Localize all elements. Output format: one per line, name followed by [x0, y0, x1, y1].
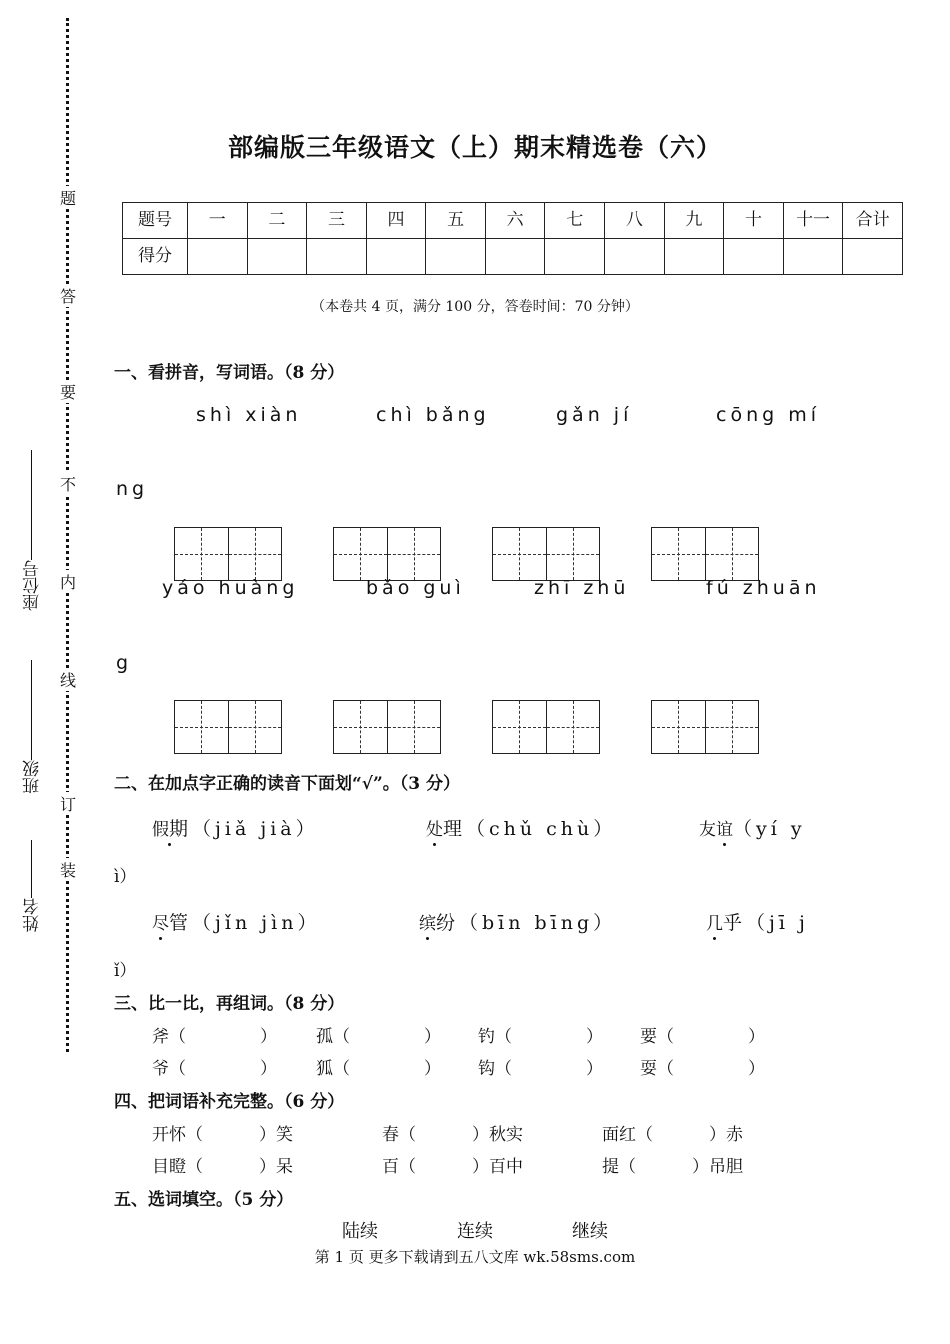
binding-warning-char: 装	[60, 858, 76, 881]
binding-warning-char: 不	[60, 472, 76, 495]
score-label: 得分	[123, 239, 188, 275]
pinyin-item: fú zhuān	[706, 577, 821, 599]
table-header-cell: 九	[664, 203, 724, 239]
idiom-part: ）秋实	[472, 1125, 523, 1145]
idiom-item[interactable]	[152, 1120, 293, 1145]
score-cell[interactable]	[545, 239, 605, 275]
word-choice: 连续	[457, 1221, 493, 1242]
dotted-char: 几	[706, 914, 723, 934]
compare-char: 耍（	[640, 1059, 674, 1079]
binding-warning-char: 要	[60, 380, 76, 403]
page-title: 部编版三年级语文（上）期末精选卷（六）	[227, 133, 722, 162]
paren-close: ）	[260, 1027, 277, 1047]
binding-warning-char: 题	[60, 186, 76, 209]
question-number-row	[123, 203, 903, 239]
paren-close: ）	[424, 1027, 441, 1047]
section-1-title: 一、看拼音，写词语。（8 分）	[114, 363, 345, 383]
idiom-part: 百（	[382, 1157, 416, 1177]
compare-char: 孤（	[316, 1027, 350, 1047]
idiom-part: 开怀（	[152, 1125, 203, 1145]
dotted-char: 谊	[716, 820, 733, 840]
compare-char: 要（	[640, 1027, 674, 1047]
table-header-cell: 三	[307, 203, 367, 239]
plain-char: 假	[152, 820, 169, 840]
pinyin-item: gǎn jí	[556, 404, 633, 426]
score-row	[123, 239, 903, 275]
plain-char: 友	[699, 820, 716, 840]
idiom-part: ）笑	[259, 1125, 293, 1145]
idiom-part: ）百中	[472, 1157, 523, 1177]
compare-char: 钩（	[478, 1059, 512, 1079]
seat-field[interactable]	[20, 450, 45, 611]
writing-grid[interactable]	[333, 527, 441, 581]
score-cell[interactable]	[426, 239, 486, 275]
word-choice: 陆续	[342, 1221, 378, 1242]
pronunciation-options: 乎（jī j	[723, 912, 809, 934]
score-cell[interactable]	[366, 239, 426, 275]
idiom-item[interactable]	[152, 1152, 293, 1177]
pronunciation-item[interactable]	[419, 908, 616, 935]
idiom-part: 提（	[602, 1157, 636, 1177]
idiom-part: ）赤	[709, 1125, 743, 1145]
pronunciation-wrap: ì）	[114, 867, 137, 887]
idiom-part: 目瞪（	[152, 1157, 203, 1177]
writing-grid[interactable]	[651, 527, 759, 581]
paren-close: ）	[586, 1027, 603, 1047]
pronunciation-wrap: ǐ）	[114, 961, 137, 981]
compare-item[interactable]	[640, 1054, 765, 1079]
table-header-cell: 十	[724, 203, 784, 239]
table-header-cell: 题号	[123, 203, 188, 239]
paren-close: ）	[260, 1059, 277, 1079]
writing-grid[interactable]	[492, 527, 600, 581]
compare-item[interactable]	[478, 1054, 603, 1079]
paren-close: ）	[586, 1059, 603, 1079]
writing-grid[interactable]	[174, 527, 282, 581]
section-3-title: 三、比一比，再组词。（8 分）	[114, 994, 345, 1014]
compare-char: 斧（	[152, 1027, 186, 1047]
idiom-item[interactable]	[602, 1152, 743, 1177]
compare-char: 钓（	[478, 1027, 512, 1047]
pinyin-wrap: ng	[116, 478, 149, 500]
writing-grid[interactable]	[492, 700, 600, 754]
table-header-cell: 五	[426, 203, 486, 239]
idiom-item[interactable]	[602, 1120, 743, 1145]
seat-label: 座位号	[23, 560, 43, 611]
pinyin-wrap: g	[116, 652, 133, 674]
binding-warning-char: 答	[60, 284, 76, 307]
score-cell[interactable]	[605, 239, 665, 275]
binding-warning-char: 线	[60, 668, 76, 691]
name-field[interactable]	[20, 840, 45, 932]
table-header-cell: 十一	[783, 203, 843, 239]
pinyin-item: zhī zhū	[534, 577, 630, 599]
page-footer: 第 1 页 更多下载请到五八文库 wk.58sms.com	[314, 1248, 636, 1266]
paren-close: ）	[748, 1027, 765, 1047]
table-header-cell: 七	[545, 203, 605, 239]
idiom-item[interactable]	[382, 1152, 523, 1177]
pronunciation-item[interactable]	[152, 814, 319, 841]
binding-warning-char: 订	[60, 792, 76, 815]
compare-char: 爷（	[152, 1059, 186, 1079]
score-cell[interactable]	[724, 239, 784, 275]
table-header-cell: 八	[605, 203, 665, 239]
exam-note: （本卷共 4 页，满分 100 分，答卷时间：70 分钟）	[311, 299, 639, 315]
writing-grid[interactable]	[333, 700, 441, 754]
pinyin-item: cōng mí	[716, 404, 820, 426]
table-header-cell: 合计	[843, 203, 903, 239]
compare-item[interactable]	[478, 1022, 603, 1047]
idiom-part: 面红（	[602, 1125, 653, 1145]
paren-close: ）	[424, 1059, 441, 1079]
idiom-part: ）呆	[259, 1157, 293, 1177]
name-label: 姓名	[23, 898, 43, 932]
paren-close: ）	[748, 1059, 765, 1079]
writing-grid[interactable]	[174, 700, 282, 754]
compare-item[interactable]	[640, 1022, 765, 1047]
binding-warning-char: 内	[60, 570, 76, 593]
section-5-title: 五、选词填空。（5 分）	[114, 1190, 294, 1210]
table-header-cell: 四	[366, 203, 426, 239]
pronunciation-options: 纷（bīn bīng）	[436, 912, 617, 934]
section-2-title: 二、在加点字正确的读音下面划“√”。（3 分）	[114, 774, 460, 794]
table-header-cell: 二	[247, 203, 307, 239]
compare-item[interactable]	[152, 1054, 277, 1079]
pronunciation-options: 期（jiǎ jià）	[169, 818, 319, 840]
word-choice: 继续	[572, 1221, 608, 1242]
table-header-cell: 六	[485, 203, 545, 239]
score-cell[interactable]	[188, 239, 248, 275]
idiom-part: ）吊胆	[692, 1157, 743, 1177]
pinyin-item: bǎo guì	[366, 577, 465, 599]
writing-grid[interactable]	[651, 700, 759, 754]
class-field[interactable]	[20, 660, 45, 794]
pinyin-item: shì xiàn	[196, 404, 302, 426]
pronunciation-item[interactable]	[426, 814, 616, 841]
score-cell[interactable]	[783, 239, 843, 275]
pronunciation-item[interactable]	[152, 908, 320, 935]
class-label: 班级	[23, 760, 43, 794]
score-cell[interactable]	[247, 239, 307, 275]
pronunciation-item[interactable]	[699, 814, 806, 841]
compare-char: 狐（	[316, 1059, 350, 1079]
idiom-part: 春（	[382, 1125, 416, 1145]
pinyin-item: chì bǎng	[376, 404, 490, 426]
score-cell[interactable]	[843, 239, 903, 275]
pronunciation-options: 理（chǔ chù）	[443, 818, 617, 840]
dotted-char: 处	[426, 820, 443, 840]
table-header-cell: 一	[188, 203, 248, 239]
binding-dotted-line	[66, 18, 69, 1052]
score-cell[interactable]	[485, 239, 545, 275]
compare-item[interactable]	[316, 1054, 441, 1079]
idiom-item[interactable]	[382, 1120, 523, 1145]
pronunciation-options: 管（jǐn jìn）	[169, 912, 321, 934]
pinyin-item: yáo huàng	[162, 577, 299, 599]
score-cell[interactable]	[307, 239, 367, 275]
pronunciation-item[interactable]	[706, 908, 809, 935]
compare-item[interactable]	[152, 1022, 277, 1047]
pronunciation-options: （yí y	[733, 818, 806, 840]
dotted-char: 缤	[419, 914, 436, 934]
score-table	[122, 202, 903, 275]
score-cell[interactable]	[664, 239, 724, 275]
compare-item[interactable]	[316, 1022, 441, 1047]
section-4-title: 四、把词语补充完整。（6 分）	[114, 1092, 345, 1112]
dotted-char: 尽	[152, 914, 169, 934]
